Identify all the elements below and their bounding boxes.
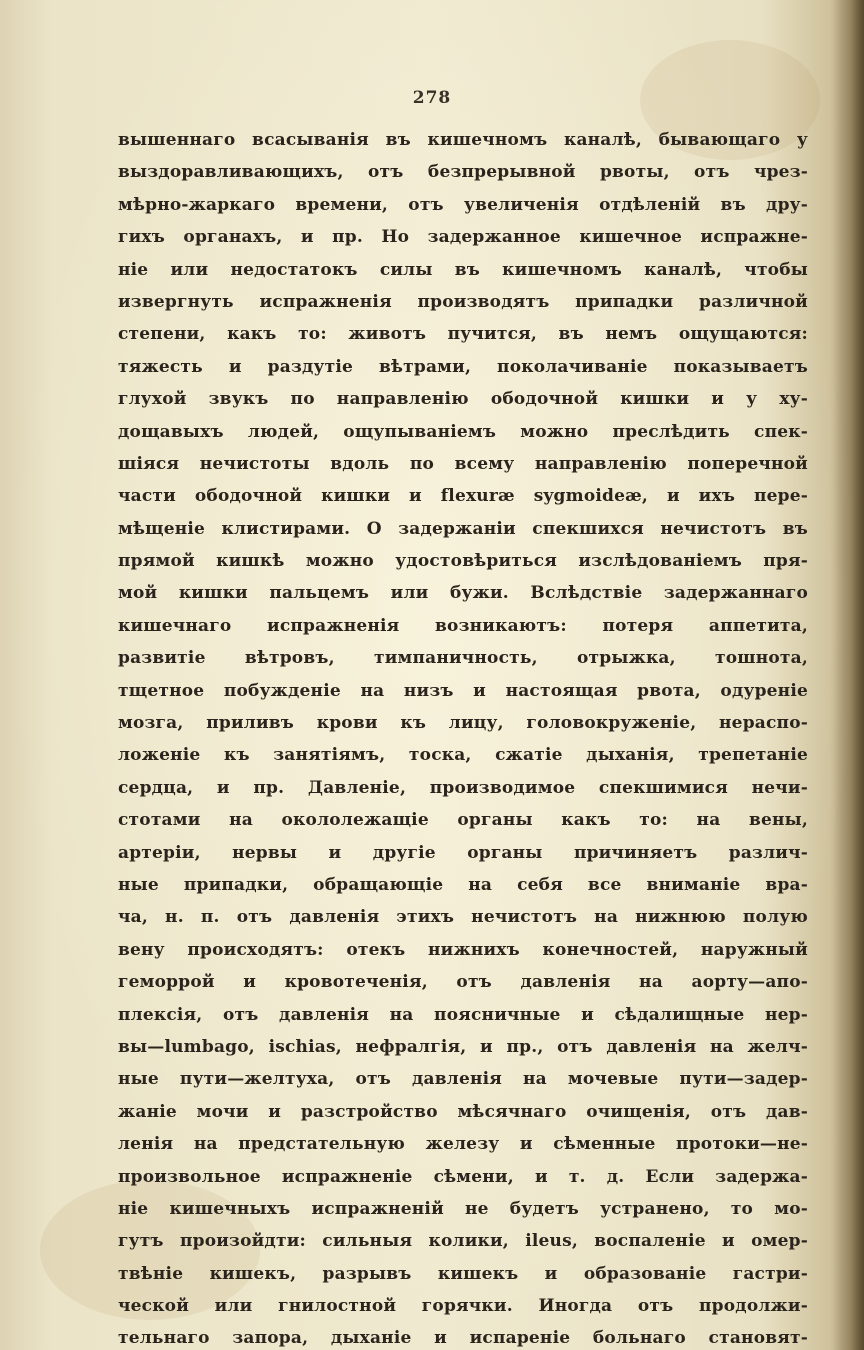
text-line: выздоравливающихъ, отъ безпрерывной рвоты, отъ чрез- bbox=[118, 162, 808, 183]
text-line: части ободочной кишки и flexuræ sygmoideæ, и ихъ пере- bbox=[118, 486, 808, 507]
text-line: дощавыхъ людей, ощупываніемъ можно преслѣдить спек- bbox=[118, 421, 808, 442]
text-line: плексія, отъ давленія на поясничные и сѣдалищные нер- bbox=[118, 1004, 808, 1025]
text-line: ные пути—желтуха, отъ давленія на мочевые пути—задер- bbox=[118, 1069, 808, 1090]
text-line: вы—lumbago, ischias, нефралгія, и пр., отъ давленія на желч- bbox=[118, 1036, 808, 1057]
text-line: твѣніе кишекъ, разрывъ кишекъ и образованіе гастри- bbox=[118, 1263, 808, 1284]
text-line: тельнаго запора, дыханіе и испареніе больнаго становят- bbox=[118, 1328, 808, 1349]
body-text bbox=[118, 124, 808, 1350]
text-line: мѣщеніе клистирами. О задержаніи спекшихся нечистотъ въ bbox=[118, 518, 808, 539]
text-line: гутъ произойдти: сильныя колики, ileus, воспаленіе и омер- bbox=[118, 1231, 808, 1252]
text-line: тяжесть и раздутіе вѣтрами, поколачиваніе показываетъ bbox=[118, 356, 808, 377]
text-line: прямой кишкѣ можно удостовѣриться изслѣдованіемъ пря- bbox=[118, 551, 808, 572]
text-line: мой кишки пальцемъ или бужи. Вслѣдствіе задержаннаго bbox=[118, 583, 808, 604]
text-line: степени, какъ то: животъ пучится, въ немъ ощущаются: bbox=[118, 324, 808, 345]
text-line: ные припадки, обращающіе на себя все вниманіе вра- bbox=[118, 874, 808, 895]
text-line: мѣрно-жаркаго времени, отъ увеличенія отдѣленій въ дру- bbox=[118, 194, 808, 215]
text-line: вену происходятъ: отекъ нижнихъ конечностей, наружный bbox=[118, 939, 808, 960]
text-line: вышеннаго всасыванія въ кишечномъ каналѣ, бывающаго у bbox=[118, 130, 808, 150]
text-line: жаніе мочи и разстройство мѣсячнаго очищенія, отъ дав- bbox=[118, 1101, 808, 1122]
text-line: тщетное побужденіе на низъ и настоящая рвота, одуреніе bbox=[118, 680, 808, 701]
text-line: стотами на окололежащіе органы какъ то: на вены, bbox=[118, 810, 808, 831]
text-line: ленія на предстательную железу и сѣменные протоки—не- bbox=[118, 1134, 808, 1155]
text-line: ческой или гнилостной горячки. Иногда отъ продолжи- bbox=[118, 1296, 808, 1317]
text-line: ложеніе къ занятіямъ, тоска, сжатіе дыханія, трепетаніе bbox=[118, 745, 808, 766]
text-line: глухой звукъ по направленію ободочной кишки и у ху- bbox=[118, 389, 808, 410]
text-line: мозга, приливъ крови къ лицу, головокруженіе, нераспо- bbox=[118, 713, 808, 734]
text-line: сердца, и пр. Давленіе, производимое спекшимися нечи- bbox=[118, 777, 808, 798]
text-line: ніе или недостатокъ силы въ кишечномъ каналѣ, чтобы bbox=[118, 259, 808, 280]
text-line: ча, н. п. отъ давленія этихъ нечистотъ на нижнюю полую bbox=[118, 907, 808, 928]
text-line: геморрой и кровотеченія, отъ давленія на аорту—апо- bbox=[118, 972, 808, 993]
page-number: 278 bbox=[412, 88, 452, 108]
text-line: произвольное испражненіе сѣмени, и т. д. Если задержа- bbox=[118, 1166, 808, 1187]
text-line: артеріи, нервы и другіе органы причиняетъ различ- bbox=[118, 842, 808, 863]
text-line: извергнуть испражненія производятъ припадки различной bbox=[118, 291, 808, 312]
text-line: кишечнаго испражненія возникаютъ: потеря аппетита, bbox=[118, 615, 808, 636]
text-line: гихъ органахъ, и пр. Но задержанное кишечное испражне- bbox=[118, 227, 808, 248]
text-line: шіяся нечистоты вдоль по всему направленію поперечной bbox=[118, 453, 808, 474]
text-line: развитіе вѣтровъ, тимпаничность, отрыжка, тошнота, bbox=[118, 648, 808, 669]
text-line: ніе кишечныхъ испражненій не будетъ устранено, то мо- bbox=[118, 1198, 808, 1219]
spine-shadow bbox=[834, 0, 864, 1350]
